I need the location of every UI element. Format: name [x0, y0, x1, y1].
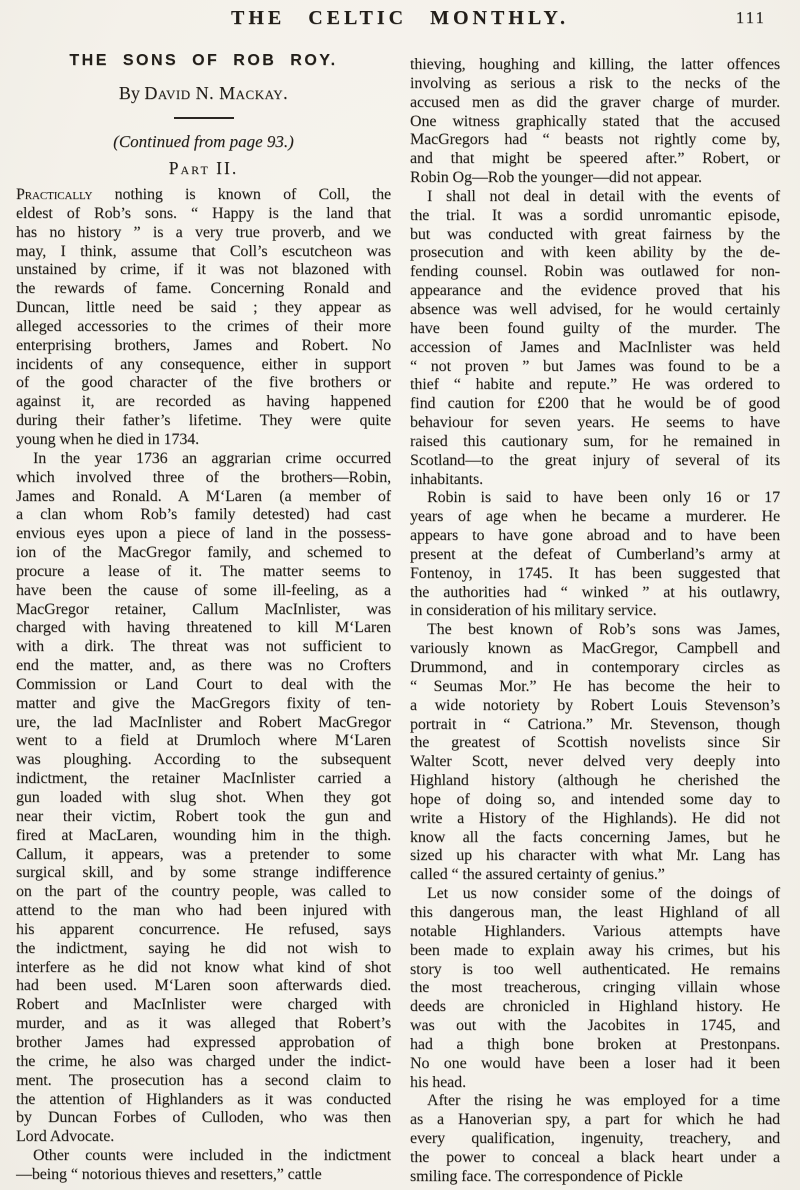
- text-line: matter and give the MacGregors fixity of ten-: [16, 694, 391, 712]
- text-line: unstained by crime, if it was not blazoned with: [16, 261, 391, 279]
- text-line: “ not proven ” but James was found to be a: [410, 357, 780, 375]
- text-line: Let us now consider some of the doings of: [427, 885, 780, 903]
- byline-author-name: David N. Mackay.: [144, 83, 289, 103]
- paragraph: [410, 621, 780, 885]
- text-line: the authorities had “ winked ” at his outlawry,: [410, 583, 780, 601]
- text-line: attend to the man who had been injured with: [16, 902, 391, 920]
- right-column: [410, 0, 780, 1187]
- text-line: sized up his character with what Mr. Lang has: [410, 847, 780, 865]
- text-line: this dangerous man, the least Highland of all: [410, 903, 780, 921]
- text-line: prosecution and with keen ability by the de-: [410, 244, 780, 262]
- text-line: but was conducted with great fairness by the: [410, 225, 780, 243]
- part-heading: Part II.: [168, 158, 239, 178]
- paragraph: [410, 885, 780, 1092]
- masthead-title: THE CELTIC MONTHLY.: [231, 7, 569, 29]
- text-line: the power to conceal a black heart under a: [410, 1148, 780, 1166]
- text-line: ion of the MacGregor family, and schemed to: [16, 544, 391, 562]
- text-line: young when he died in 1734.: [16, 430, 200, 448]
- text-line: Robin is said to have been only 16 or 17: [427, 489, 780, 507]
- text-line: years of age when he became a murderer. He: [410, 508, 780, 526]
- text-line: appears to have gone abroad and to have been: [410, 527, 780, 545]
- paragraph: [410, 489, 780, 621]
- text-line: had been used. M‘Laren soon afterwards died.: [16, 977, 391, 995]
- left-column-body: [16, 186, 391, 1185]
- text-line: Commission or Land Court to deal with the: [16, 675, 391, 693]
- text-line: notable Highlanders. Various attempts have: [410, 922, 780, 940]
- text-line: fired at MacLaren, wounding him in the thigh.: [16, 826, 391, 844]
- text-line: end the matter, and, as there was no Crofters: [16, 657, 391, 675]
- text-line: brother James had expressed approbation of: [16, 1033, 391, 1051]
- text-line: eldest of Rob’s sons. “ Happy is the land that: [16, 204, 391, 222]
- text-line: has no history ” is a very true proverb, and we: [16, 223, 391, 241]
- text-line: incidents of any consequence, either in support: [16, 355, 391, 373]
- text-line: as a Hanoverian spy, a part for which he had: [410, 1111, 780, 1129]
- text-line: during their father’s lifetime. They were quite: [16, 412, 391, 430]
- text-line: Robin Og—Rob the younger—did not appear.: [410, 169, 702, 187]
- text-line: may, I think, assume that Coll’s escutcheon was: [16, 242, 391, 260]
- text-line: smiling face. The correspondence of Pickle: [410, 1167, 683, 1185]
- paragraph: [410, 188, 780, 490]
- text-line: find caution for £200 that he would be of good: [410, 395, 780, 413]
- title-divider-rule: [174, 117, 234, 119]
- text-line: After the rising he was employed for a time: [427, 1092, 780, 1110]
- text-line: fending counsel. Robin was outlawed for non-: [410, 263, 780, 281]
- paragraph: [16, 1147, 391, 1185]
- continued-note: (Continued from page 93.): [113, 132, 294, 151]
- text-line: I shall not deal in detail with the events of: [427, 187, 780, 205]
- text-line: In the year 1736 an aggrarian crime occurred: [33, 449, 391, 467]
- text-line: MacGregor retainer, Callum MacInlister, was: [16, 600, 391, 618]
- paragraph: [16, 186, 391, 450]
- text-line: thief “ habite and repute.” He was ordered to: [410, 376, 780, 394]
- text-line: enterprising brothers, James and Robert. No: [16, 336, 391, 354]
- text-line: No one would have been a loser had it been: [410, 1054, 780, 1072]
- text-line: “ Seumas Mor.” He has become the heir to: [410, 677, 780, 695]
- article-title: THE SONS OF ROB ROY.: [69, 52, 338, 69]
- text-line: Lord Advocate.: [16, 1128, 115, 1146]
- text-line: which involved three of the brothers—Robin,: [16, 468, 391, 486]
- text-line: know all the facts concerning James, but he: [410, 828, 780, 846]
- text-line: gun loaded with slug shot. When they got: [16, 789, 391, 806]
- text-line: involving as serious a risk to the necks of the: [410, 74, 780, 92]
- text-line: raised this cautionary sum, for he remained in: [410, 432, 780, 450]
- text-line: envious eyes upon a piece of land in the possess-: [16, 525, 391, 543]
- text-line: One witness graphically stated that the accused: [410, 112, 780, 130]
- page-number: 111: [735, 8, 766, 27]
- text-line: write a History of the Highlands). He did not: [410, 809, 780, 827]
- text-line: portrait in “ Catriona.” Mr. Stevenson, though: [410, 715, 780, 733]
- text-line: Duncan, little need be said ; they appear as: [16, 299, 391, 317]
- text-line: his apparent concurrence. He refused, says: [16, 920, 391, 938]
- text-line: have been found guilty of the murder. The: [410, 319, 780, 337]
- text-line: James and Ronald. A M‘Laren (a member of: [16, 487, 391, 505]
- text-line: called “ the assured certainty of genius.”: [410, 866, 665, 884]
- text-line: the indictment, saying he did not wish to: [16, 939, 391, 957]
- lead-word: Practically: [16, 186, 93, 203]
- right-column-body: [410, 56, 780, 1187]
- text-line: the attention of Highlanders as it was conducted: [16, 1090, 391, 1108]
- byline-prefix: By: [118, 83, 145, 103]
- text-line: a clan whom Rob’s family detested) had cast: [16, 506, 391, 524]
- paragraph: [410, 1092, 780, 1186]
- text-line: Robert and MacInlister were charged with: [16, 996, 391, 1014]
- text-line: absence was well advised, for he would certainly: [410, 300, 780, 318]
- text-line: The best known of Rob’s sons was James,: [427, 621, 780, 639]
- text-line: ure, the lad MacInlister and Robert MacGregor: [16, 713, 391, 731]
- text-line: in consideration of his military service.: [410, 602, 657, 620]
- text-line: the trial. It was a sordid unromantic episode,: [410, 206, 780, 224]
- text-line: on the part of the country people, was called to: [16, 883, 391, 901]
- text-line: was out with the Jacobites in 1745, and: [410, 1017, 780, 1035]
- text-line: present at the defeat of Cumberland’s army at: [410, 545, 780, 563]
- text-line: have been the cause of some ill-feeling, as a: [16, 581, 391, 599]
- paragraph: [410, 56, 780, 188]
- text-line: his head.: [410, 1073, 466, 1091]
- text-line: interfere as he did not know what kind of shot: [16, 958, 391, 976]
- text-line: had a thigh bone broken at Prestonpans.: [410, 1035, 780, 1053]
- text-line: the greatest of Scottish novelists since Sir: [410, 734, 780, 752]
- text-line: the most treacherous, cringing villain whose: [410, 979, 780, 997]
- text-line: and that might be speered after.” Robert, or: [410, 150, 780, 168]
- text-line: MacGregors had “ beasts not rightly come by,: [410, 131, 780, 149]
- text-line: Callum, it appears, was a pretender to some: [16, 845, 391, 863]
- text-line: Walter Scott, never delved very deeply into: [410, 753, 780, 771]
- text-line: ment. The prosecution has a second claim to: [16, 1071, 391, 1089]
- text-line: Highland history (although he cherished the: [410, 772, 780, 790]
- text-line: —being “ notorious thieves and resetters,” cattle: [16, 1165, 322, 1183]
- text-line: Scotland—to the great injury of several of its: [410, 451, 780, 469]
- text-line: was ploughing. According to the subsequent: [16, 751, 391, 769]
- text-line: charged with having threatened to kill M‘Laren: [16, 619, 391, 637]
- text-line: went to a field at Drumloch where M‘Laren: [16, 732, 391, 750]
- text-line: story is too well authenticated. He remains: [410, 960, 780, 978]
- text-line: hope of doing so, and intended some day to: [410, 790, 780, 808]
- left-column: [16, 0, 391, 1185]
- text-line: deeds are chronicled in Highland history. He: [410, 998, 780, 1016]
- text-line: Other counts were included in the indictment: [33, 1147, 391, 1165]
- text-line: with a dirk. The threat was not sufficient to: [16, 638, 391, 656]
- text-line: indictment, the retainer MacInlister carried a: [16, 770, 391, 788]
- text-line: the rewards of fame. Concerning Ronald and: [16, 280, 391, 298]
- text-line: variously known as MacGregor, Campbell and: [410, 640, 780, 658]
- text-line: Drummond, and in contemporary circles as: [410, 659, 780, 676]
- paragraph: [16, 450, 391, 1147]
- text-line: behaviour for seven years. He seems to have: [410, 414, 780, 432]
- text-line: of the good character of the five brothers or: [16, 374, 391, 392]
- text-line: Practically nothing is known of Coll, the: [16, 186, 391, 203]
- text-line: murder, and as it was alleged that Robert’s: [16, 1015, 391, 1033]
- text-line: been made to explain away his crimes, but his: [410, 941, 780, 959]
- text-line: thieving, houghing and killing, the latter offences: [410, 56, 780, 73]
- text-line: every qualification, ingenuity, treachery, and: [410, 1130, 780, 1148]
- text-line: inhabitants.: [410, 470, 484, 488]
- text-line: accused men as did the graver charge of murder.: [410, 93, 780, 111]
- text-line: a wide notoriety by Robert Louis Stevenson’s: [410, 696, 780, 714]
- text-line: procure a lease of it. The matter seems to: [16, 562, 391, 580]
- text-line: by Duncan Forbes of Culloden, who was then: [16, 1109, 391, 1127]
- text-line: against it, are recorded as having happened: [16, 393, 391, 411]
- text-line: surgical skill, and by some strange indifference: [16, 864, 391, 882]
- text-line: appearance and the evidence proved that his: [410, 282, 780, 300]
- text-line: alleged accessories to the crimes of their more: [16, 317, 391, 335]
- text-line: near their victim, Robert took the gun and: [16, 807, 391, 825]
- article-byline: [16, 82, 391, 104]
- text-line: Fontenoy, in 1745. It has been suggested that: [410, 564, 780, 582]
- text-line: the crime, he also was charged under the indict-: [16, 1052, 391, 1070]
- text-line: accession of James and MacInlister was held: [410, 338, 780, 356]
